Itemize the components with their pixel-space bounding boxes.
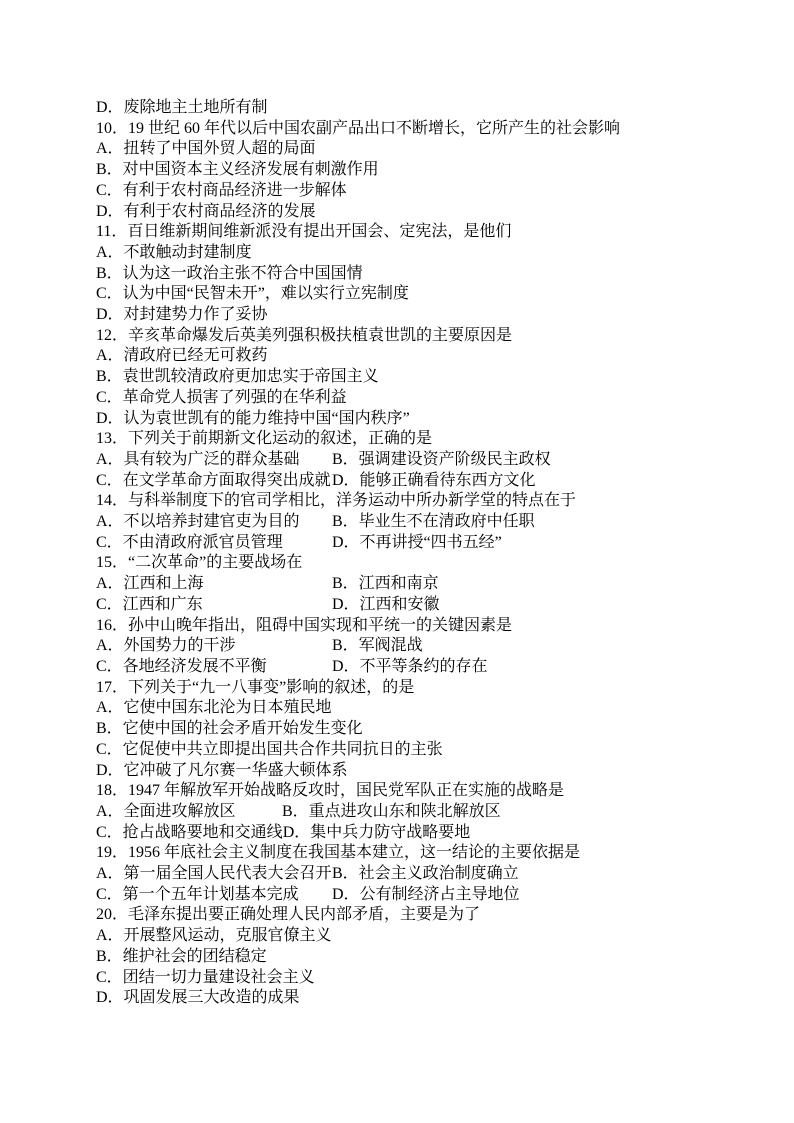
option-row <box>96 595 724 616</box>
question-block <box>96 781 724 843</box>
question-stem: 12．辛亥革命爆发后英美列强积极扶植袁世凯的主要原因是 <box>96 326 513 344</box>
option-col2: B．毕业生不在清政府中任职 <box>332 513 535 531</box>
option-col1: C．各地经济发展不平衡 <box>96 657 267 675</box>
option-col2: D．不再讲授“四书五经” <box>332 533 502 551</box>
question-block <box>96 326 724 430</box>
question-stem: 17．下列关于“九一八事变”影响的叙述，的是 <box>96 678 415 696</box>
option-line: A．不敢触动封建制度 <box>96 243 252 261</box>
option-line: D．巩固发展三大改造的成果 <box>96 989 300 1007</box>
option-line: D．它冲破了凡尔赛一华盛大顿体系 <box>96 761 348 779</box>
option-row <box>96 450 724 471</box>
option-col1: C．江西和广东 <box>96 595 203 613</box>
question-stem: 14．与科举制度下的官司学相比，洋务运动中所办新学堂的特点在于 <box>96 492 577 510</box>
option-col2: B．强调建设资产阶级民主政权 <box>332 450 551 468</box>
option-row <box>96 802 724 823</box>
option-row <box>96 533 724 554</box>
option-col1: A．全面进攻解放区 <box>96 802 236 820</box>
option-row <box>96 512 724 533</box>
option-col1: A．江西和上海 <box>96 575 204 593</box>
question-stem: 19．1956 年底社会主义制度在我国基本建立，这一结论的主要依据是 <box>96 844 581 862</box>
option-line: C．有利于农村商品经济进一步解体 <box>96 181 347 199</box>
question-block <box>96 678 724 782</box>
option-col1: A．外国势力的干涉 <box>96 637 236 655</box>
option-line: B．维护社会的团结稳定 <box>96 947 267 965</box>
question-stem: 11．百日维新期间维新派没有提出开国会、定宪法，是他们 <box>96 223 512 241</box>
option-row <box>96 574 724 595</box>
option-row <box>96 885 724 906</box>
option-line: D．对封建势力作了妥协 <box>96 306 268 324</box>
option-col1: A．不以培养封建官吏为目的 <box>96 513 300 531</box>
option-col2: B．军阀混战 <box>332 637 423 655</box>
option-col2: D．能够正确看待东西方文化 <box>332 471 536 489</box>
option-col2: D．不平等条约的存在 <box>332 657 488 675</box>
question-stem: 18．1947 年解放军开始战略反攻时，国民党军队正在实施的战略是 <box>96 782 565 800</box>
question-stem: 15．“二次革命”的主要战场在 <box>96 554 303 572</box>
option-line: C．革命党人损害了列强的在华利益 <box>96 388 347 406</box>
option-line: B．认为这一政治主张不符合中国国情 <box>96 264 363 282</box>
option-line: A．开展整风运动，克服官僚主义 <box>96 927 332 945</box>
option-row <box>96 636 724 657</box>
question-block <box>96 222 724 326</box>
option-line: A．它使中国东北沦为日本殖民地 <box>96 699 332 717</box>
option-col2: B．社会主义政治制度确立 <box>332 865 519 883</box>
question-block <box>96 491 724 553</box>
question-block <box>96 119 724 223</box>
option-col2: B．江西和南京 <box>332 575 439 593</box>
option-line: B．袁世凯较清政府更加忠实于帝国主义 <box>96 368 379 386</box>
option-line: C．认为中国“民智未开”，难以实行立宪制度 <box>96 285 409 303</box>
option-row <box>96 471 724 492</box>
question-block <box>96 843 724 905</box>
option-col1: C．抢占战略要地和交通线 <box>96 823 283 841</box>
option-col1: C．第一个五年计划基本完成 <box>96 885 299 903</box>
option-row <box>96 657 724 678</box>
option-col2: D．江西和安徽 <box>332 595 440 613</box>
option-col1: A．第一届全国人民代表大会召开 <box>96 865 332 883</box>
question-block <box>96 905 724 1009</box>
option-line: B．对中国资本主义经济发展有刺激作用 <box>96 161 379 179</box>
option-line: A．扭转了中国外贸人超的局面 <box>96 140 316 158</box>
option-line: C．团结一切力量建设社会主义 <box>96 968 315 986</box>
option-col2: B．重点进攻山东和陕北解放区 <box>282 802 501 820</box>
option-row <box>96 823 724 844</box>
option-col1: C．在文学革命方面取得突出成就 <box>96 471 331 489</box>
orphan-option-line: D．废除地主土地所有制 <box>96 99 268 116</box>
option-line: C．它促使中共立即提出国共合作共同抗日的主张 <box>96 740 443 758</box>
question-stem: 13．下列关于前期新文化运动的叙述，正确的是 <box>96 430 433 448</box>
option-col2: D．公有制经济占主导地位 <box>332 885 520 903</box>
option-col1: A．具有较为广泛的群众基础 <box>96 450 300 468</box>
option-line: D．认为袁世凯有的能力维持中国“国内秩序” <box>96 409 410 427</box>
question-list <box>96 119 724 1009</box>
question-block <box>96 553 724 615</box>
option-col2: D．集中兵力防守战略要地 <box>282 823 471 841</box>
question-stem: 20．毛泽东提出要正确处理人民内部矛盾，主要是为了 <box>96 906 481 924</box>
question-stem: 10．19 世纪 60 年代以后中国农副产品出口不断增长，它所产生的社会影响 <box>96 119 621 137</box>
option-col1: C．不由清政府派官员管理 <box>96 533 283 551</box>
option-line: A．清政府已经无可救药 <box>96 347 268 365</box>
question-stem: 16．孙中山晚年指出，阻碍中国实现和平统一的关键因素是 <box>96 616 513 634</box>
option-line: D．有利于农村商品经济的发展 <box>96 202 316 220</box>
question-block <box>96 429 724 491</box>
option-row <box>96 864 724 885</box>
option-line: B．它使中国的社会矛盾开始发生变化 <box>96 720 363 738</box>
question-block <box>96 616 724 678</box>
